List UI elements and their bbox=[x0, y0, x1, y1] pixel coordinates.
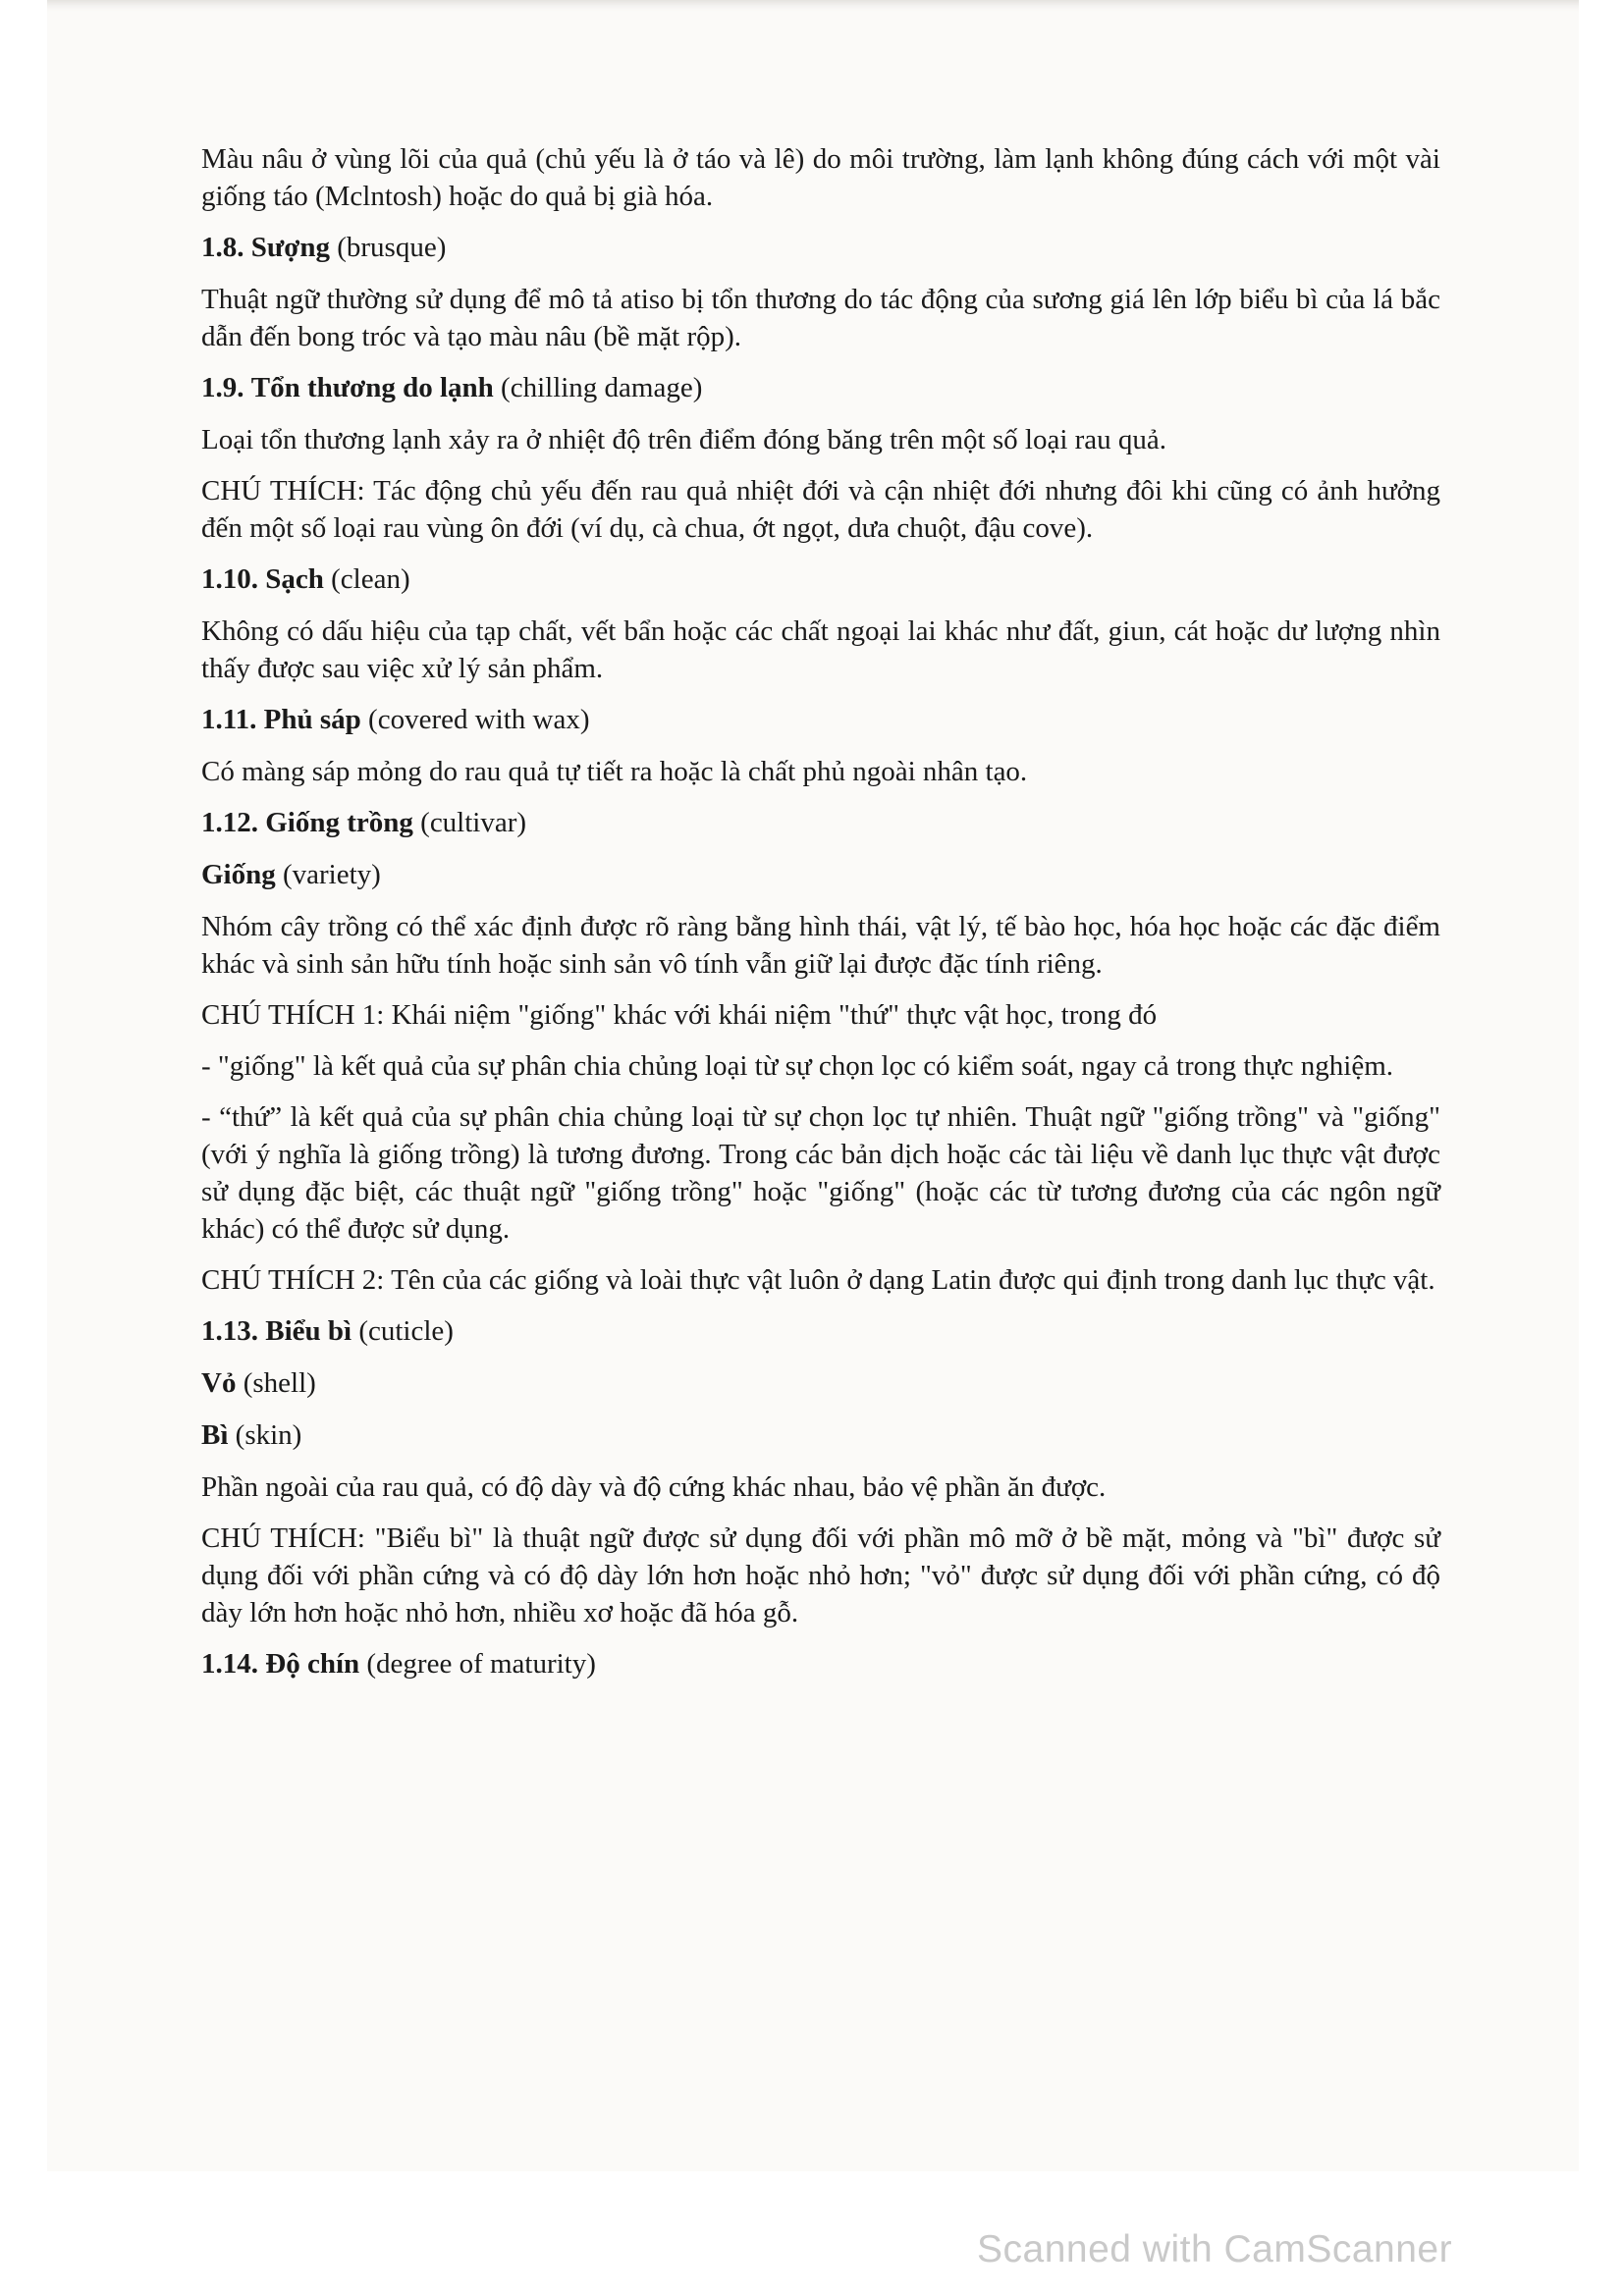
term-vi: Giống trồng bbox=[265, 807, 413, 838]
term-vi: Phủ sáp bbox=[263, 704, 361, 735]
term-vi: Tổn thương do lạnh bbox=[250, 372, 494, 403]
term-vi: Biểu bì bbox=[265, 1315, 352, 1347]
term-en: (variety) bbox=[283, 859, 381, 890]
section-heading bbox=[201, 701, 1440, 738]
section-heading bbox=[201, 1645, 1440, 1682]
section-heading bbox=[201, 369, 1440, 406]
section-number: 1.10. bbox=[201, 563, 258, 595]
paragraph: Thuật ngữ thường sử dụng để mô tả atiso bị tổn thương do tác động của sương giá lên lớp biểu bì của lá bắc dẫn đến bong tróc và tạo màu nâu (bề mặt rộp). bbox=[201, 284, 1440, 352]
term-vi: Vỏ bbox=[201, 1367, 237, 1399]
paragraph: Không có dấu hiệu của tạp chất, vết bẩn hoặc các chất ngoại lai khác như đất, giun, cát hoặc dư lượng nhìn thấy được sau việc xử lý sản phẩm. bbox=[201, 615, 1440, 684]
camscanner-watermark: Scanned with CamScanner bbox=[977, 2228, 1453, 2270]
term-vi: Độ chín bbox=[265, 1648, 360, 1680]
section-heading bbox=[201, 561, 1440, 598]
term-en: (cultivar) bbox=[420, 807, 527, 838]
section-heading bbox=[201, 1312, 1440, 1350]
term-en: (skin) bbox=[235, 1419, 302, 1451]
term-en: (brusque) bbox=[337, 232, 447, 263]
synonym-term bbox=[201, 856, 1440, 893]
term-en: (shell) bbox=[243, 1367, 316, 1399]
synonym-term bbox=[201, 1416, 1440, 1454]
section-heading bbox=[201, 804, 1440, 841]
section-number: 1.11. bbox=[201, 704, 257, 735]
synonym-term bbox=[201, 1364, 1440, 1402]
term-en: (chilling damage) bbox=[501, 372, 703, 403]
paragraph: Nhóm cây trồng có thể xác định được rõ ràng bằng hình thái, vật lý, tế bào học, hóa học hoặc các đặc điểm khác và sinh sản hữu tính hoặc sinh sản vô tính vẫn giữ lại được đặc tính riêng. bbox=[201, 911, 1440, 980]
paragraph: CHÚ THÍCH 1: Khái niệm "giống" khác với khái niệm "thứ" thực vật học, trong đó bbox=[201, 999, 1158, 1031]
section-number: 1.12. bbox=[201, 807, 258, 838]
section-number: 1.14. bbox=[201, 1648, 258, 1680]
paragraph: - "giống" là kết quả của sự phân chia chủng loại từ sự chọn lọc có kiểm soát, ngay cả trong thực nghiệm. bbox=[201, 1050, 1394, 1082]
section-number: 1.9. bbox=[201, 372, 244, 403]
paragraph: CHÚ THÍCH: Tác động chủ yếu đến rau quả nhiệt đới và cận nhiệt đới nhưng đôi khi cũng có ảnh hưởng đến một số loại rau vùng ôn đới (ví dụ, cà chua, ớt ngọt, dưa chuột, đậu cove). bbox=[201, 475, 1440, 544]
paragraph: CHÚ THÍCH: "Biểu bì" là thuật ngữ được sử dụng đối với phần mô mỡ ở bề mặt, mỏng và "bì" được sử dụng đối với phần cứng và có độ dày lớn hơn hoặc nhỏ hơn; "vỏ" được sử dụng đối với phần cứng, có độ dày lớn hơn hoặc nhỏ hơn, nhiều xơ hoặc đã hóa gỗ. bbox=[201, 1522, 1440, 1629]
section-number: 1.13. bbox=[201, 1315, 258, 1347]
term-en: (degree of maturity) bbox=[366, 1648, 596, 1680]
term-vi: Sạch bbox=[265, 563, 324, 595]
term-vi: Bì bbox=[201, 1419, 229, 1451]
term-en: (clean) bbox=[331, 563, 410, 595]
paragraph: Loại tổn thương lạnh xảy ra ở nhiệt độ trên điểm đóng băng trên một số loại rau quả. bbox=[201, 424, 1167, 455]
section-number: 1.8. bbox=[201, 232, 244, 263]
term-vi: Sượng bbox=[250, 232, 330, 263]
section-heading bbox=[201, 229, 1440, 266]
term-en: (covered with wax) bbox=[368, 704, 590, 735]
paragraph: - “thứ” là kết quả của sự phân chia chủng loại từ sự chọn lọc tự nhiên. Thuật ngữ "giống trồng" và "giống" (với ý nghĩa là giống trồng) là tương đương. Trong các bản dịch hoặc các tài liệu về danh lục thực vật được sử dụng đặc biệt, các thuật ngữ "giống trồng" hoặc "giống" (hoặc các từ tương đương của các ngôn ngữ khác) có thể được sử dụng. bbox=[201, 1101, 1440, 1245]
paragraph: Phần ngoài của rau quả, có độ dày và độ cứng khác nhau, bảo vệ phần ăn được. bbox=[201, 1471, 1107, 1503]
document-body bbox=[201, 140, 1440, 1697]
term-vi: Giống bbox=[201, 859, 276, 890]
paragraph: Có màng sáp mỏng do rau quả tự tiết ra hoặc là chất phủ ngoài nhân tạo. bbox=[201, 756, 1028, 787]
paragraph: CHÚ THÍCH 2: Tên của các giống và loài thực vật luôn ở dạng Latin được qui định trong danh lục thực vật. bbox=[201, 1264, 1435, 1296]
paragraph: Màu nâu ở vùng lõi của quả (chủ yếu là ở táo và lê) do môi trường, làm lạnh không đúng cách với một vài giống táo (Mclntosh) hoặc do quả bị già hóa. bbox=[201, 143, 1440, 212]
term-en: (cuticle) bbox=[358, 1315, 454, 1347]
